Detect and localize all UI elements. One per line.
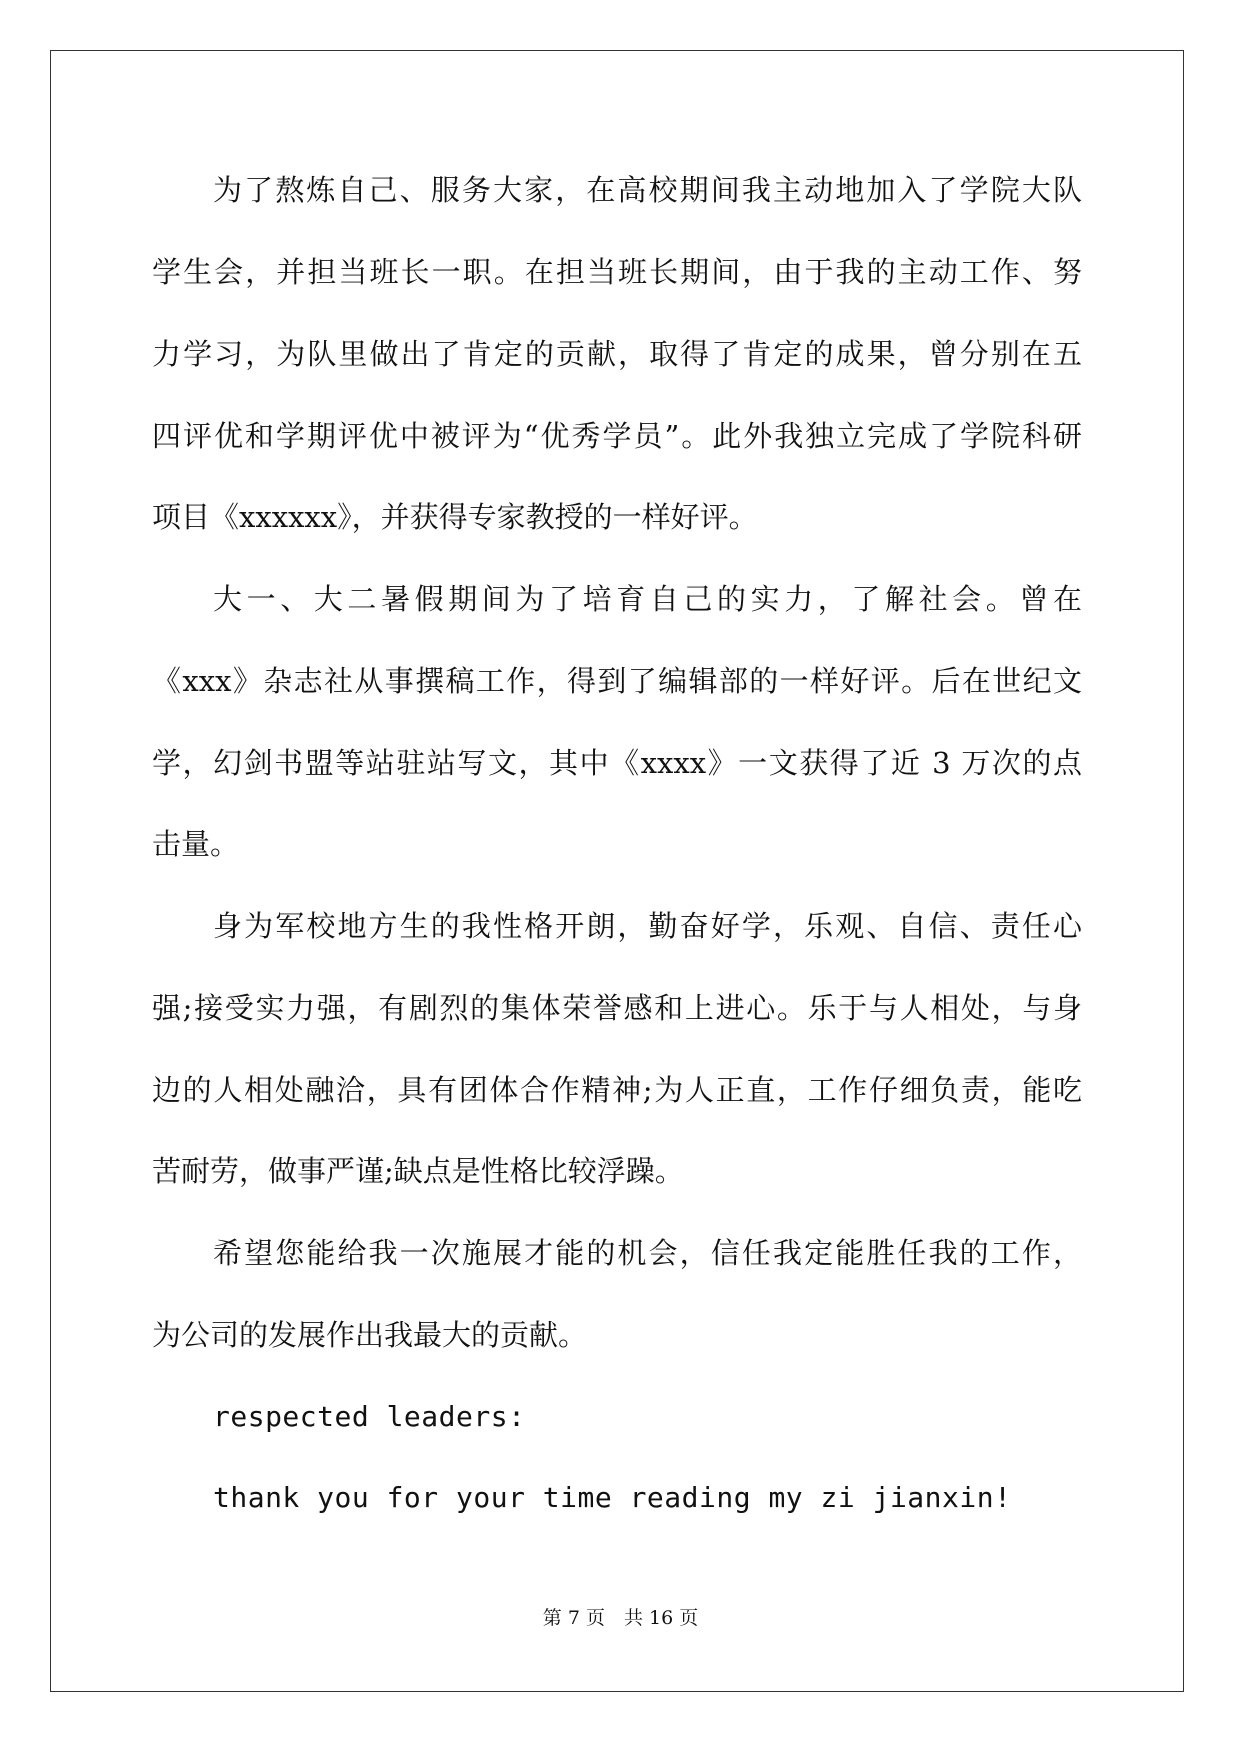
paragraph-1-line-5: 项目《xxxxxx》，并获得专家教授的一样好评。: [152, 500, 758, 534]
paragraph-2-line-2: 《xxx》杂志社从事撰稿工作，得到了编辑部的一样好评。后在世纪文: [152, 664, 1082, 698]
paragraph-3-line-4: 苦耐劳，做事严谨;缺点是性格比较浮躁。: [152, 1154, 684, 1188]
page-border: [50, 50, 1184, 1692]
paragraph-2-line-1: 大一、大二暑假期间为了培育自己的实力，了解社会。曾在: [213, 582, 1082, 616]
paragraph-3-line-1: 身为军校地方生的我性格开朗，勤奋好学，乐观、自信、责任心: [213, 909, 1082, 943]
paragraph-2-line-4: 击量。: [152, 827, 240, 861]
paragraph-3-line-3: 边的人相处融洽，具有团体合作精神;为人正直，工作仔细负责，能吃: [152, 1073, 1082, 1107]
paragraph-2-line-3: 学，幻剑书盟等站驻站写文，其中《xxxx》一文获得了近 3 万次的点: [152, 746, 1082, 780]
paragraph-4-line-2: 为公司的发展作出我最大的贡献。: [152, 1318, 588, 1352]
paragraph-1-line-2: 学生会，并担当班长一职。在担当班长期间，由于我的主动工作、努: [152, 255, 1082, 289]
paragraph-1-line-3: 力学习，为队里做出了肯定的贡献，取得了肯定的成果，曾分别在五: [152, 337, 1082, 371]
paragraph-1-line-1: 为了熬炼自己、服务大家，在高校期间我主动地加入了学院大队: [213, 173, 1082, 207]
paragraph-3-line-2: 强;接受实力强，有剧烈的集体荣誉感和上进心。乐于与人相处，与身: [152, 991, 1082, 1025]
salutation-line: respected leaders:: [213, 1400, 526, 1433]
paragraph-1-line-4: 四评优和学期评优中被评为“优秀学员”。此外我独立完成了学院科研: [152, 419, 1082, 453]
paragraph-4-line-1: 希望您能给我一次施展才能的机会，信任我定能胜任我的工作，: [213, 1236, 1082, 1270]
page-number-footer: 第 7 页 共 16 页: [542, 1607, 699, 1629]
english-thanks-line: thank you for your time reading my zi jianxin!: [213, 1481, 1012, 1514]
